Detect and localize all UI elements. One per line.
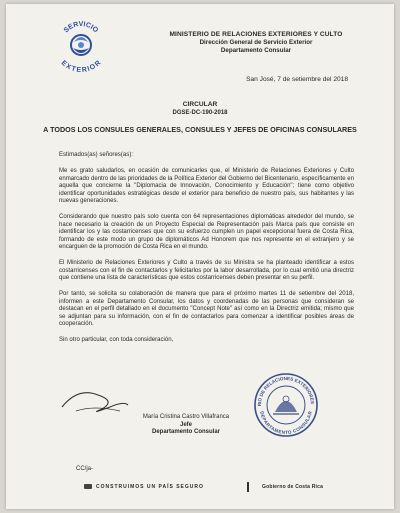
paragraph: El Ministerio de Relaciones Exteriores y Culto a través de su Ministra se ha planteado identificar a estos costarricenses con el fin de contactarlos y felicitarlos por la labor desarrollada, por lo cual emitió una directriz que contiene una lista de características que estos costarricenses deben presentar en su perfil. [59,260,354,282]
footer-slogan: CONSTRUIMOS UN PAÍS SEGURO [96,484,204,490]
letter-page [6,4,394,509]
circular-number: DGSE-DC-190-2018 [172,110,228,116]
direction-name: Dirección General de Servicio Exterior [199,39,313,46]
paragraph: Por tanto, se solicita su colaboración de manera que para el próximo martes 11 de setiembre del 2018, informen a este Departamento Consular, los datos y coordenadas de las personas que consideran se destacan en el perfil detallado en el documento "Concept Note" así como en la Directriz emitida; mismo que se adjuntan para su información, con el fin de contactarlos para comenzar a identificar posibles áreas de cooperación. [59,291,354,328]
letterhead [156,31,356,55]
logo-top-text: SERVICIO [62,20,100,35]
ministry-name: MINISTERIO DE RELACIONES EXTERIORES Y CULTO [169,31,343,38]
signer-name: María Cristina Castro Villafranca [142,414,230,420]
letter-date: San José, 7 de setiembre del 2018 [246,76,348,83]
paragraph: Considerando que nuestro país solo cuenta con 64 representaciones diplomáticas alrededor del mundo, se hace necesario la creación de un Proyecto Especial de Representación país Marca país que consiste en identificar los y las costarricenses que con su esfuerzo cumplen un papel excepcional fuera de Costa Rica, formando de este modo un grupo de diplomáticos Ad Honorem que nos represente en el extranjero y se encarguen de la promoción de Costa Rica en el mundo. [59,214,354,251]
signer-office: Departamento Consular [151,429,220,436]
circular-title: CIRCULAR [182,101,218,108]
footer-divider [247,482,249,492]
department-name: Departamento Consular [220,47,292,54]
copy-reference: CC/ja- [76,466,94,472]
page-footer [84,482,344,492]
consular-department-seal [251,372,321,438]
letter-body [59,152,354,354]
servicio-exterior-logo [54,18,108,72]
addressee: A TODOS LOS CONSULES GENERALES, CONSULES Y JEFES DE OFICINAS CONSULARES [43,125,357,134]
seal-ring-text: RIO DE RELACIONES EXTERIORES [256,375,316,407]
signature-block [131,414,241,437]
paragraph: Me es grato saludarlos, en ocasión de comunicarles que, el Ministerio de Relaciones Exteriores y Culto enmarcado dentro de las prioridades de la Política Exterior del Gobierno del Bicentenario, específicamente en aquella que concierne la "Diplomacia de Innovación, Conocimiento y Educación"; tiene como objetivo identificar oportunidades estratégicas desde el exterior para beneficio de nuestro país, sus habitantes y las nuevas generaciones. [59,168,354,205]
signer-role: Jefe [179,421,192,428]
greeting: Estimados(as) señores(as): [59,152,133,158]
footer-government: Gobierno de Costa Rica [262,484,324,490]
closing: Sin otro particular, con toda consideración, [59,337,174,344]
handwritten-signature [58,381,130,421]
seal-bottom-text: DEPARTAMENTO CONSULAR [259,410,313,436]
logo-bottom-text: EXTERIOR [59,59,103,72]
costa-rica-mark-icon [84,484,92,489]
